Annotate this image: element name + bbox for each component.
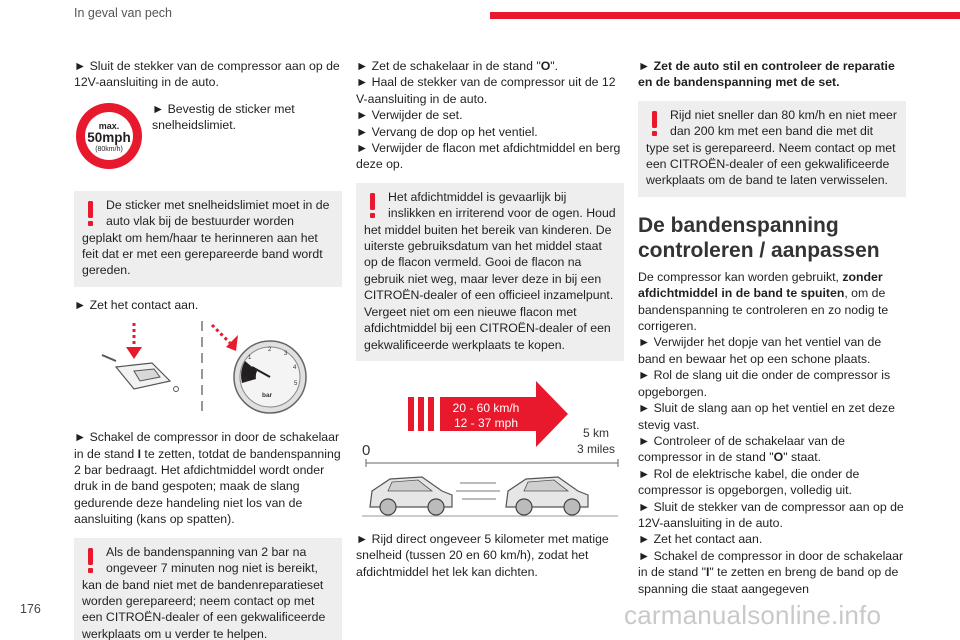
svg-text:3: 3	[284, 351, 288, 358]
compressor-switch-icon	[102, 323, 179, 392]
watermark: carmanualsonline.info	[624, 600, 882, 630]
section-title: De bandenspanning controleren / aanpassen	[638, 213, 880, 262]
page-number: 176	[20, 602, 41, 616]
step-plug-in-socket: ► Sluit de stekker van de compressor aan op de 12V-aansluiting in de auto.	[638, 499, 904, 530]
warning-box-sticker	[74, 191, 342, 287]
step-switch-on: ► Schakel de compressor in door de schakelaar in de stand I te zetten, totdat de bandenspanning 2 bar bedraagt. Het afdichtmiddel wordt onder druk in de band gespoten; maak de slang gedurende deze handeling niet los van de aansluiting (kans op spatten).	[74, 430, 341, 527]
sticker-kmh: (80km/h)	[95, 145, 123, 153]
svg-text:1: 1	[248, 355, 252, 362]
pressure-gauge-icon	[212, 325, 306, 413]
sticker-max: max.	[98, 120, 120, 131]
warning-box-sealant	[356, 183, 624, 361]
step-store-bottle: ► Verwijder de flacon met afdichtmiddel en berg deze op.	[356, 141, 621, 172]
step-remove-kit: ► Verwijder de set.	[356, 108, 463, 123]
svg-text:4: 4	[293, 365, 297, 372]
column-middle	[356, 58, 624, 580]
car-moving-icon	[506, 477, 588, 515]
warning-text: Als de bandenspanning van 2 bar na ongeveer 7 minuten nog niet is bereikt, kan de band niet met de bandenreparatieset worden gerepareerd; neem contact op met een CITROËN-dealer of een gekwalificeerde werkplaats om u verder te helpen.	[82, 544, 326, 640]
step-switch-off: ► Zet de schakelaar in de stand "O".	[356, 59, 559, 73]
warning-text: De sticker met snelheidslimiet moet in de auto vlak bij de bestuurder worden geplakt om hem/haar te herinneren aan het feit dat er met een gerepareerde band wordt gereden.	[82, 197, 330, 278]
sticker-block	[74, 101, 342, 179]
warning-exclamation-icon	[82, 199, 100, 229]
step-drive: ► Rijd direct ongeveer 5 kilometer met matige snelheid (tussen 20 en 60 km/h), zodat het afdichtmiddel het lek kan dichten.	[356, 531, 609, 579]
running-header: In geval van pech	[74, 6, 172, 20]
section-intro: De compressor kan worden gebruikt, zonder afdichtmiddel in de band te spuiten, om de bandenspanning te controleren en zo nodig te corrigeren.	[638, 269, 889, 334]
column-left	[74, 58, 342, 640]
warning-text: Het afdichtmiddel is gevaarlijk bij inslikken en irriterend voor de ogen. Houd het middel buiten het bereik van kinderen. De uiterste gebruiksdatum van het middel staat op de flacon vermeld. Gooi de flacon na gebruik niet weg, maar lever deze in bij een CITROËN-dealer of een officieel inzamelpunt. Vergeet niet om een nieuwe flacon met afdichtmiddel bij een CITROËN-dealer of een gekwalificeerde werkplaats te kopen.	[364, 189, 616, 352]
step-stop-check: ► Zet de auto stil en controleer de reparatie en de bandenspanning met de set.	[638, 59, 895, 90]
svg-text:0: 0	[244, 377, 248, 384]
speed-distance-illustration	[356, 379, 624, 519]
svg-text:bar: bar	[262, 392, 273, 400]
sticker-speed: 50mph	[87, 129, 131, 145]
step-plug-in: ► Sluit de stekker van de compressor aan op de 12V-aansluiting in de auto.	[74, 59, 340, 90]
compressor-illustration	[74, 319, 342, 417]
step-inflate: ► Schakel de compressor in door de schakelaar in de stand "I" te zetten en breng de band op de spanning die staat aangegeven	[638, 548, 904, 596]
step-unplug: ► Haal de stekker van de compressor uit de 12 V-aansluiting in de auto.	[356, 75, 616, 106]
car-start-icon	[370, 477, 452, 515]
warning-text: Rijd niet sneller dan 80 km/h en niet meer dan 200 km met een band die met dit type set is gerepareerd. Neem contact op met een CITROËN-dealer of een gekwalificeerde werkplaats om de band te laten verwisselen.	[646, 107, 897, 188]
header-accent-bar	[490, 12, 960, 19]
warning-exclamation-icon	[646, 109, 664, 139]
distance-km: 5 km	[582, 425, 610, 440]
distance-start: 0	[362, 441, 371, 459]
distance-miles: 3 miles	[576, 441, 616, 456]
step-replace-cap: ► Vervang de dop op het ventiel.	[356, 124, 538, 139]
step-remove-valve-cap: ► Verwijder het dopje van het ventiel van de band en bewaar het op een schone plaats.	[638, 335, 882, 366]
column-right	[638, 58, 906, 597]
svg-text:2: 2	[268, 347, 272, 354]
warning-exclamation-icon	[82, 546, 100, 576]
step-unroll-cable: ► Rol de elektrische kabel, die onder de compressor is opgeborgen, volledig uit.	[638, 466, 860, 498]
warning-box-speed-limit	[638, 101, 906, 197]
step-ignition: ► Zet het contact aan.	[638, 532, 763, 547]
warning-exclamation-icon	[364, 191, 382, 221]
svg-text:5: 5	[294, 381, 298, 388]
step-unroll-hose: ► Rol de slang uit die onder de compressor is opgeborgen.	[638, 368, 891, 399]
speed-kmh: 20 - 60 km/h	[452, 400, 520, 415]
warning-box-pressure	[74, 538, 342, 640]
step-attach-sticker: ► Bevestig de sticker met snelheidslimiet.	[152, 101, 295, 133]
step-check-switch: ► Controleer of de schakelaar van de compressor in de stand "O" staat.	[638, 433, 845, 465]
speed-mph: 12 - 37 mph	[453, 415, 519, 430]
motion-lines-icon	[456, 483, 500, 499]
step-ignition-on: ► Zet het contact aan.	[74, 297, 199, 312]
switch-and-gauge-illustration	[94, 319, 334, 417]
step-connect-hose: ► Sluit de slang aan op het ventiel en zet deze stevig vast.	[638, 401, 895, 432]
driving-illustration	[356, 379, 624, 519]
speed-limit-sticker-icon	[74, 101, 144, 171]
